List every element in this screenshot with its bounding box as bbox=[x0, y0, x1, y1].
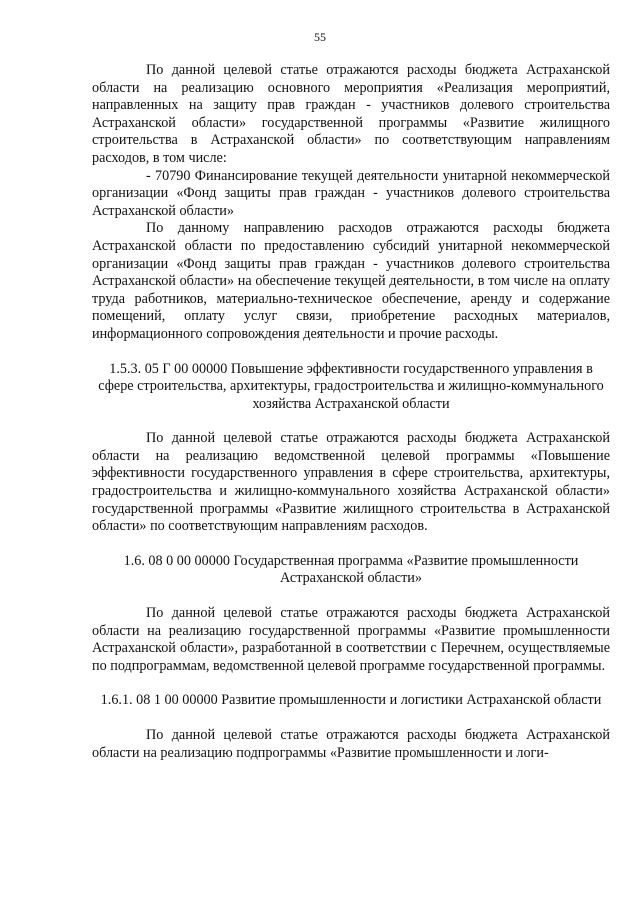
section-heading: 1.6.1. 08 1 00 00000 Развитие промышленности и логистики Астраханской области bbox=[100, 692, 602, 709]
section-heading: 1.5.3. 05 Г 00 00000 Повышение эффективности государственного управления в сфере строительства, архитектуры, градостроительства и жилищно-коммунального хозяйства Астраханской области bbox=[98, 360, 604, 412]
section-heading: 1.6. 08 0 00 00000 Государственная программа «Развитие промышленности Астраханской области» bbox=[123, 552, 579, 587]
paragraph: По данной целевой статье отражаются расходы бюджета Астраханской области на реализацию государственной программы «Развитие промышленности Астраханской области», разработанной в соответствии с Перечнем, осуществляемые по подпрограммам, ведомственной целевой программе государственной программы. bbox=[92, 605, 610, 674]
paragraph: По данной целевой статье отражаются расходы бюджета Астраханской области на реализацию основного мероприятия «Реализация мероприятий, направленных на защиту прав граждан - участников долевого строительства Астраханской области» государственной программы «Развитие жилищного строительства в Астраханской области» по соответствующим направлениям расходов, в том числе: bbox=[92, 62, 610, 166]
page-number: 55 bbox=[314, 30, 326, 44]
document-body bbox=[92, 62, 610, 762]
paragraph: По данной целевой статье отражаются расходы бюджета Астраханской области на реализацию ведомственной целевой программы «Повышение эффективности государственного управления в сфере строительства, архитектуры, градостроительства и жилищно-коммунального хозяйства Астраханской области» государственной программы «Развитие жилищного строительства в Астраханской области» по соответствующим направлениям расходов. bbox=[92, 430, 610, 535]
paragraph: - 70790 Финансирование текущей деятельности унитарной некоммерческой организации «Фонд защиты прав граждан - участников долевого строительства Астраханской области» bbox=[92, 167, 610, 219]
paragraph: По данному направлению расходов отражаются расходы бюджета Астраханской области по предоставлению субсидий унитарной некоммерческой организации «Фонд защиты прав граждан - участников долевого строительства Астраханской области» на обеспечение текущей деятельности, в том числе на оплату труда работников, материально-техническое обеспечение, аренду и содержание помещений, оплату услуг связи, приобретение расходных материалов, информационного сопровождения деятельности и прочие расходы. bbox=[92, 220, 610, 342]
paragraph: По данной целевой статье отражаются расходы бюджета Астраханской области на реализацию подпрограммы «Развитие промышленности и логи- bbox=[92, 727, 610, 761]
